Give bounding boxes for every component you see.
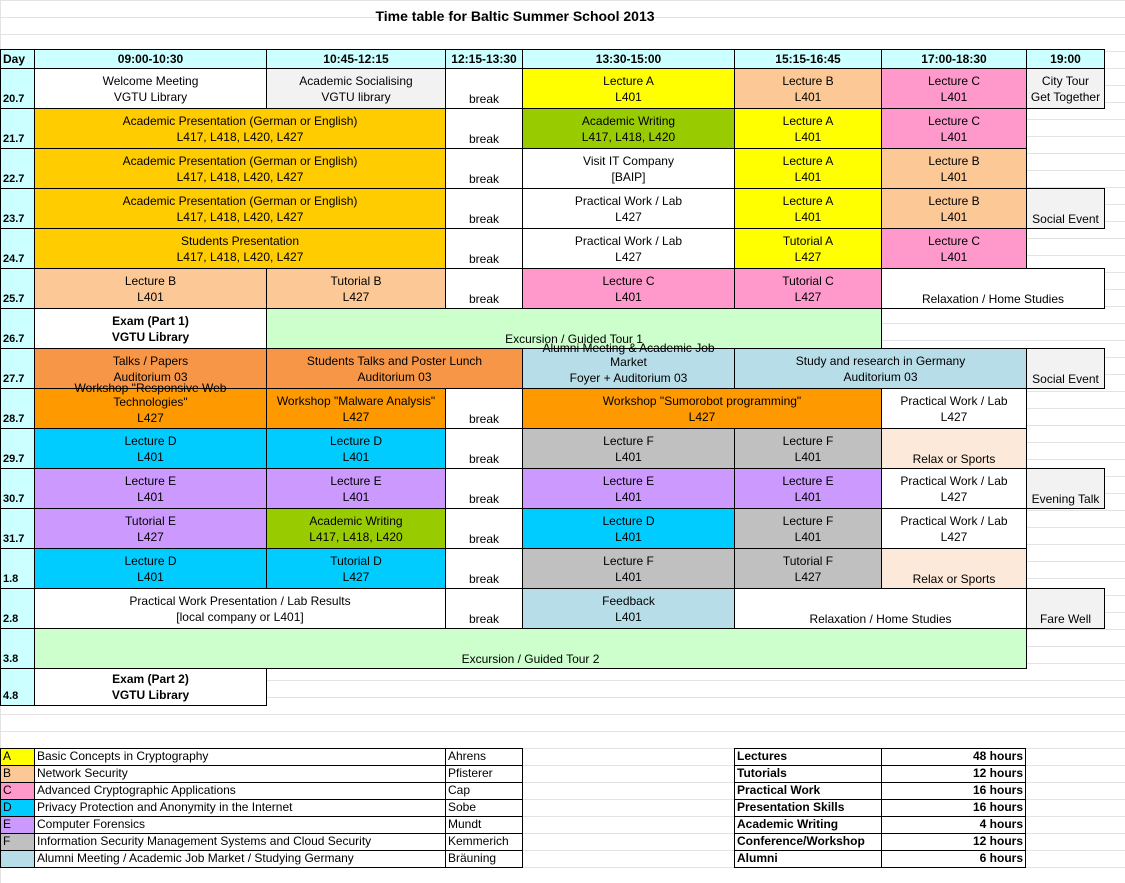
session-excursion-guided-tour-2[interactable] <box>34 628 1027 669</box>
session-lecture-e[interactable] <box>734 468 882 509</box>
session-text-l1: Relax or Sports <box>912 452 996 466</box>
session-market[interactable] <box>522 340 735 389</box>
session-text-l1: Lecture C <box>602 273 655 288</box>
session-study-and-research-in-germany[interactable] <box>734 348 1027 389</box>
session-break[interactable] <box>445 108 523 149</box>
session-welcome-meeting[interactable] <box>34 68 267 109</box>
session-text-l2: L417, L418, L420, L427 <box>176 169 304 184</box>
session-academic-socialising[interactable] <box>266 68 446 109</box>
session-workshop-malware-analysis[interactable] <box>266 388 446 429</box>
session-text-l1: Lecture E <box>782 473 834 488</box>
session-text-l1: Academic Writing <box>309 513 403 528</box>
session-text-l0: Workshop "Responsive Web <box>74 380 227 395</box>
session-text-l1: Tutorial C <box>782 273 834 288</box>
session-text-l1: Practical Work / Lab <box>574 193 683 208</box>
legend-lecturer: Pfisterer <box>445 765 523 783</box>
session-text-l2: L417, L418, L420, L427 <box>176 249 304 264</box>
session-text-l2: L401 <box>137 289 164 304</box>
hours-value: 16 hours <box>881 799 1026 817</box>
session-students-presentation[interactable] <box>34 228 446 269</box>
page-title: Time table for Baltic Summer School 2013 <box>375 8 655 24</box>
session-text-l2: L401 <box>794 489 822 504</box>
legend-code <box>0 850 35 868</box>
day-label: 28.7 <box>0 388 35 429</box>
session-text-l1: Practical Work / Lab <box>900 513 1008 528</box>
session-text-l1: Academic Presentation (German or English) <box>122 193 358 208</box>
session-text-l2: L417, L418, L420, L427 <box>176 129 304 144</box>
legend-topic: Advanced Cryptographic Applications <box>34 782 446 800</box>
legend-lecturer: Bräuning <box>445 850 523 868</box>
session-text-l2: Auditorium 03 <box>113 369 188 384</box>
session-text-l2: L401 <box>940 129 968 144</box>
session-lecture-b[interactable] <box>881 188 1027 229</box>
session-text-l2: L401 <box>137 449 164 464</box>
header-day: Day <box>0 49 35 69</box>
session-tutorial-e[interactable] <box>34 508 267 549</box>
session-break[interactable] <box>445 508 523 549</box>
session-text-l1: break <box>468 452 500 466</box>
session-text-l1: Lecture D <box>329 433 383 448</box>
session-text-l1: Lecture A <box>782 153 834 168</box>
session-text-l1: Tutorial D <box>330 553 382 568</box>
session-text-l1: Excursion / Guided Tour 2 <box>461 652 600 666</box>
session-practical-work-lab[interactable] <box>522 228 735 269</box>
session-practical-work-presentation-lab-results[interactable] <box>34 588 446 629</box>
hours-value: 4 hours <box>881 816 1026 834</box>
session-lecture-f[interactable] <box>734 428 882 469</box>
session-text-l2: L401 <box>794 169 822 184</box>
session-text-l1: break <box>468 132 500 146</box>
session-text-l2: L401 <box>794 209 822 224</box>
session-tutorial-d[interactable] <box>266 548 446 589</box>
session-text-l2: L401 <box>342 449 370 464</box>
session-text-l2: L401 <box>342 489 370 504</box>
session-text-l1: Students Talks and Poster Lunch <box>306 353 483 368</box>
session-text-l1: Lecture B <box>928 193 980 208</box>
hours-value: 6 hours <box>881 850 1026 868</box>
hours-value: 12 hours <box>881 833 1026 851</box>
session-text-l1: Academic Writing <box>581 113 676 128</box>
session-lecture-f[interactable] <box>522 548 735 589</box>
session-text-l1: Tutorial F <box>782 553 834 568</box>
legend-topic: Alumni Meeting / Academic Job Market / Studying Germany <box>34 850 446 868</box>
session-text-l2: L417, L418, L420, L427 <box>176 209 304 224</box>
session-text-l1: Lecture E <box>124 473 177 488</box>
legend-lecturer: Kemmerich <box>445 833 523 851</box>
legend-code: C <box>0 782 35 800</box>
session-text-l1: break <box>468 412 500 426</box>
session-relaxation-home-studies[interactable] <box>734 588 1027 629</box>
session-text-l2: L401 <box>615 569 642 584</box>
legend-code: D <box>0 799 35 817</box>
legend-code: F <box>0 833 35 851</box>
session-text-l1: Practical Work / Lab <box>574 233 683 248</box>
session-exam-part-1[interactable] <box>34 308 267 349</box>
session-text-l1: Lecture A <box>782 193 834 208</box>
session-text-l1: Exam (Part 1) <box>112 313 189 328</box>
session-practical-work-lab[interactable] <box>881 388 1027 429</box>
session-social-event[interactable] <box>1026 348 1105 389</box>
session-text-l1: Visit IT Company <box>583 153 674 168</box>
session-text-l2: L427 <box>615 249 642 264</box>
session-break[interactable] <box>445 188 523 229</box>
session-text-l1: Lecture D <box>124 553 177 568</box>
session-text-l1: Welcome Meeting <box>102 73 199 88</box>
session-text-l2: L427 <box>794 289 822 304</box>
session-lecture-e[interactable] <box>522 468 735 509</box>
session-text-l2: [BAIP] <box>611 169 646 184</box>
session-exam-part-2[interactable] <box>34 668 267 706</box>
session-practical-work-lab[interactable] <box>881 508 1027 549</box>
session-text-l2: VGTU Library <box>113 89 188 104</box>
session-text-l2: L417, L418, L420 <box>581 129 676 144</box>
legend-topic: Computer Forensics <box>34 816 446 834</box>
session-fare-well[interactable] <box>1026 588 1105 629</box>
hours-value: 48 hours <box>881 748 1026 766</box>
session-lecture-d[interactable] <box>34 548 267 589</box>
session-feedback[interactable] <box>522 588 735 629</box>
session-text-l1: Practical Work / Lab <box>900 393 1008 408</box>
legend-topic: Network Security <box>34 765 446 783</box>
session-text-l1: Market <box>610 354 647 369</box>
session-text-l0: Alumni Meeting & Academic Job <box>542 340 715 355</box>
day-label: 23.7 <box>0 188 35 229</box>
hours-label: Lectures <box>734 748 882 766</box>
session-text-l1: Lecture C <box>927 73 981 88</box>
session-lecture-a[interactable] <box>734 188 882 229</box>
session-academic-presentation-german-or-english[interactable] <box>34 108 446 149</box>
header-slot-7: 19:00 <box>1026 49 1105 69</box>
session-lecture-b[interactable] <box>34 268 267 309</box>
legend-topic: Basic Concepts in Cryptography <box>34 748 446 766</box>
session-break[interactable] <box>445 228 523 269</box>
session-tutorial-b[interactable] <box>266 268 446 309</box>
legend-lecturer: Sobe <box>445 799 523 817</box>
session-text-l1: Lecture D <box>124 433 177 448</box>
session-relaxation-home-studies[interactable] <box>881 268 1105 309</box>
session-text-l1: Relax or Sports <box>912 572 996 586</box>
session-break[interactable] <box>445 428 523 469</box>
session-relax-or-sports[interactable] <box>881 428 1027 469</box>
session-break[interactable] <box>445 468 523 509</box>
session-text-l2: [local company or L401] <box>176 609 304 624</box>
session-text-l2: L401 <box>615 529 642 544</box>
session-text-l2: L427 <box>794 249 822 264</box>
session-text-l2: L401 <box>615 449 642 464</box>
session-text-l2: L401 <box>794 129 822 144</box>
session-break[interactable] <box>445 268 523 309</box>
session-text-l1: City Tour <box>1041 73 1090 88</box>
session-practical-work-lab[interactable] <box>522 188 735 229</box>
session-technologies[interactable] <box>34 380 267 429</box>
session-practical-work-lab[interactable] <box>881 468 1027 509</box>
session-text-l2: Auditorium 03 <box>357 369 432 384</box>
session-text-l2: L401 <box>137 569 164 584</box>
session-lecture-a[interactable] <box>734 108 882 149</box>
session-academic-writing[interactable] <box>266 508 446 549</box>
session-lecture-c[interactable] <box>881 228 1027 269</box>
session-lecture-c[interactable] <box>881 108 1027 149</box>
session-text-l2: L427 <box>940 529 968 544</box>
session-social-event[interactable] <box>1026 188 1105 229</box>
session-text-l1: Lecture B <box>928 153 980 168</box>
session-text-l1: Academic Presentation (German or English) <box>122 153 358 168</box>
session-lecture-c[interactable] <box>881 68 1027 109</box>
session-tutorial-f[interactable] <box>734 548 882 589</box>
session-break[interactable] <box>445 68 523 109</box>
hours-value: 12 hours <box>881 765 1026 783</box>
session-text-l1: Workshop "Sumorobot programming" <box>602 393 802 408</box>
day-label: 21.7 <box>0 108 35 149</box>
session-text-l1: Study and research in Germany <box>795 353 966 368</box>
session-text-l1: Lecture A <box>782 113 834 128</box>
day-label: 24.7 <box>0 228 35 269</box>
session-text-l2: L401 <box>794 89 822 104</box>
session-text-l1: Fare Well <box>1039 612 1092 626</box>
session-text-l1: Lecture E <box>602 473 655 488</box>
session-text-l2: L401 <box>794 529 822 544</box>
session-text-l1: Practical Work / Lab <box>900 473 1008 488</box>
session-text-l1: break <box>468 292 500 306</box>
session-break[interactable] <box>445 588 523 629</box>
session-text-l1: break <box>468 212 500 226</box>
session-text-l2: L401 <box>940 249 968 264</box>
session-text-l1: Exam (Part 2) <box>112 672 189 686</box>
session-text-l1: Lecture D <box>602 513 655 528</box>
session-text-l1: break <box>468 252 500 266</box>
session-lecture-b[interactable] <box>734 68 882 109</box>
session-text-l2: L427 <box>688 409 716 424</box>
session-text-l2: L427 <box>342 289 370 304</box>
session-text-l1: Social Event <box>1032 372 1099 386</box>
session-text-l1: Tutorial E <box>125 513 176 528</box>
session-tutorial-c[interactable] <box>734 268 882 309</box>
hours-label: Tutorials <box>734 765 882 783</box>
legend-code: A <box>0 748 35 766</box>
session-workshop-sumorobot-programming[interactable] <box>522 388 882 429</box>
session-academic-presentation-german-or-english[interactable] <box>34 188 446 229</box>
session-text-l2: L427 <box>940 409 968 424</box>
session-text-l1: Lecture F <box>603 553 654 568</box>
header-slot-3: 12:15-13:30 <box>445 49 523 69</box>
session-text-l2: L401 <box>940 209 968 224</box>
legend-lecturer: Ahrens <box>445 748 523 766</box>
legend-lecturer: Mundt <box>445 816 523 834</box>
legend-code: B <box>0 765 35 783</box>
session-lecture-e[interactable] <box>34 468 267 509</box>
session-text-l2: L427 <box>137 529 164 544</box>
session-text-l2: L427 <box>342 409 370 424</box>
day-label: 22.7 <box>0 148 35 189</box>
session-text-l1: Talks / Papers <box>112 353 189 368</box>
session-text-l1: Lecture B <box>782 73 834 88</box>
session-text-l1: Practical Work Presentation / Lab Results <box>129 593 351 608</box>
session-lecture-b[interactable] <box>881 148 1027 189</box>
session-text-l1: Lecture F <box>782 513 834 528</box>
session-text-l1: Relaxation / Home Studies <box>921 292 1065 306</box>
legend-topic: Information Security Management Systems and Cloud Security <box>34 833 446 851</box>
hours-label: Presentation Skills <box>734 799 882 817</box>
session-text-l1: break <box>468 492 500 506</box>
session-text-l2: Foyer + Auditorium 03 <box>569 370 688 385</box>
session-text-l2: L427 <box>137 410 164 425</box>
session-text-l1: Tutorial B <box>330 273 382 288</box>
session-break[interactable] <box>445 388 523 429</box>
session-text-l1: Evening Talk <box>1031 492 1100 506</box>
session-city-tour[interactable] <box>1026 68 1105 109</box>
session-lecture-c[interactable] <box>522 268 735 309</box>
header-slot-5: 15:15-16:45 <box>734 49 882 69</box>
session-text-l2: L401 <box>794 449 822 464</box>
session-text-l2: L401 <box>615 609 642 624</box>
session-relax-or-sports[interactable] <box>881 548 1027 589</box>
session-text-l1: Lecture B <box>124 273 177 288</box>
hours-label: Academic Writing <box>734 816 882 834</box>
day-label: 26.7 <box>0 308 35 349</box>
session-lecture-a[interactable] <box>522 68 735 109</box>
session-text-l1: Feedback <box>602 593 655 608</box>
session-break[interactable] <box>445 148 523 189</box>
session-text-l1: Lecture F <box>603 433 654 448</box>
hours-value: 16 hours <box>881 782 1026 800</box>
session-text-l1: Social Event <box>1032 212 1099 226</box>
day-label: 3.8 <box>0 628 35 669</box>
hours-label: Conference/Workshop <box>734 833 882 851</box>
session-text-l1: break <box>468 92 500 106</box>
session-text-l1: Students Presentation <box>180 233 300 248</box>
session-text-l1: Workshop "Malware Analysis" <box>276 393 436 408</box>
session-lecture-a[interactable] <box>734 148 882 189</box>
hours-label: Alumni <box>734 850 882 868</box>
session-text-l2: L401 <box>615 489 642 504</box>
session-text-l2: L401 <box>137 489 164 504</box>
session-lecture-f[interactable] <box>522 428 735 469</box>
session-lecture-f[interactable] <box>734 508 882 549</box>
session-academic-writing[interactable] <box>522 108 735 149</box>
session-text-l1: Excursion / Guided Tour 1 <box>505 332 643 346</box>
session-text-l1: Tutorial A <box>782 233 834 248</box>
session-text-l2: L417, L418, L420 <box>309 529 403 544</box>
session-text-l1: break <box>468 612 500 626</box>
header-slot-1: 09:00-10:30 <box>34 49 267 69</box>
session-text-l1: Lecture C <box>927 113 981 128</box>
session-text-l1: break <box>468 172 500 186</box>
day-label: 20.7 <box>0 68 35 109</box>
session-text-l2: L401 <box>615 289 642 304</box>
session-text-l1: break <box>468 532 500 546</box>
session-text-l1: Relaxation / Home Studies <box>809 612 952 626</box>
session-text-l1: Lecture C <box>927 233 981 248</box>
session-text-l1: Academic Socialising <box>299 73 413 88</box>
legend-topic: Privacy Protection and Anonymity in the Internet <box>34 799 446 817</box>
session-text-l2: L401 <box>940 169 968 184</box>
session-text-l2: L427 <box>940 489 968 504</box>
session-break[interactable] <box>445 548 523 589</box>
session-text-l2: VGTU Library <box>111 688 190 702</box>
hours-label: Practical Work <box>734 782 882 800</box>
session-visit-it-company[interactable] <box>522 148 735 189</box>
legend-lecturer: Cap <box>445 782 523 800</box>
session-evening-talk[interactable] <box>1026 468 1105 509</box>
session-students-talks-and-poster-lunch[interactable] <box>266 348 523 389</box>
header-slot-2: 10:45-12:15 <box>266 49 446 69</box>
session-text-l2: VGTU library <box>321 89 391 104</box>
header-slot-4: 13:30-15:00 <box>522 49 735 69</box>
session-text-l1: Lecture E <box>330 473 382 488</box>
day-label: 27.7 <box>0 348 35 389</box>
session-academic-presentation-german-or-english[interactable] <box>34 148 446 189</box>
day-label: 1.8 <box>0 548 35 589</box>
session-text-l2: L427 <box>794 569 822 584</box>
session-lecture-d[interactable] <box>522 508 735 549</box>
day-label: 30.7 <box>0 468 35 509</box>
day-label: 31.7 <box>0 508 35 549</box>
header-slot-6: 17:00-18:30 <box>881 49 1027 69</box>
day-label: 4.8 <box>0 668 35 706</box>
session-text-l1: break <box>468 572 500 586</box>
session-text-l1: Lecture F <box>782 433 834 448</box>
session-text-l1: Lecture A <box>603 73 654 88</box>
day-label: 25.7 <box>0 268 35 309</box>
session-lecture-d[interactable] <box>34 428 267 469</box>
day-label: 2.8 <box>0 588 35 629</box>
session-text-l2: L401 <box>615 89 642 104</box>
session-lecture-e[interactable] <box>266 468 446 509</box>
session-text-l2: Get Together <box>1030 89 1101 104</box>
session-text-l2: L427 <box>342 569 370 584</box>
session-text-l2: VGTU Library <box>111 329 190 344</box>
session-text-l2: Auditorium 03 <box>843 369 918 384</box>
session-text-l1: Technologies" <box>113 394 188 409</box>
session-text-l2: L401 <box>940 89 968 104</box>
session-tutorial-a[interactable] <box>734 228 882 269</box>
session-text-l2: L427 <box>615 209 642 224</box>
session-lecture-d[interactable] <box>266 428 446 469</box>
legend-code: E <box>0 816 35 834</box>
day-label: 29.7 <box>0 428 35 469</box>
session-text-l1: Academic Presentation (German or English) <box>122 113 358 128</box>
